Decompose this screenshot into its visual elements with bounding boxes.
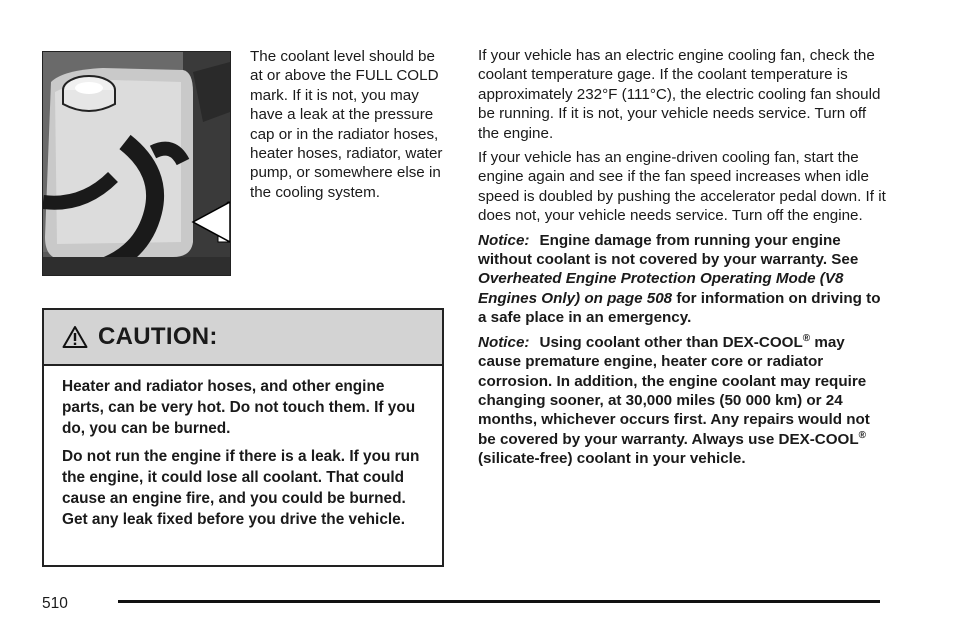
cross-reference-link[interactable]: Overheated Engine Protection Operating Mode (V8 Engines Only) on page 508: [478, 270, 844, 307]
page-number: 510: [42, 595, 68, 612]
notice-text: may cause premature engine, heater core or radiator corrosion. In addition, the engine coolant may require changing sooner, at 30,000 miles (50 000 km) or 24 months, whichever occurs first. Any repairs would not be covered by your warranty. Always use DEX-COOL: [478, 333, 870, 448]
notice-text: for information on driving to a safe place in an emergency.: [478, 289, 881, 327]
caution-body: [44, 366, 442, 530]
notice-warranty: [478, 231, 888, 328]
warning-triangle-icon: [62, 325, 88, 349]
notice-label: Notice:: [478, 231, 530, 249]
registered-mark: ®: [858, 429, 867, 441]
engine-driven-fan-paragraph: If your vehicle has an engine-driven cooling fan, start the engine again and see if the fan speed increases when idle speed is doubled by pushing the accelerator pedal down. If it does not, your vehicle needs service. Turn off the engine.: [478, 149, 886, 225]
caution-paragraph-leak: Do not run the engine if there is a leak. If you run the engine, it could lose all coolant. That could cause an engine fire, and you could be burned. Get any leak fixed before you drive the vehicle.: [62, 448, 420, 528]
caution-box: [42, 308, 444, 567]
caution-header: [44, 310, 442, 366]
notice-text: Using coolant other than DEX-COOL: [539, 333, 803, 351]
coolant-reservoir-photo: [42, 51, 231, 276]
electric-fan-paragraph: If your vehicle has an electric engine cooling fan, check the coolant temperature gage. If the coolant temperature is approximately 232°F (111°C), the electric cooling fan should be running. If it is not, your vehicle needs service. Turn off the engine.: [478, 47, 881, 142]
footer-rule: [118, 600, 880, 603]
registered-mark: ®: [802, 332, 811, 344]
right-column: [478, 46, 888, 474]
notice-text: (silicate-free) coolant in your vehicle.: [478, 450, 746, 468]
notice-dexcool: [478, 333, 888, 469]
coolant-level-text: The coolant level should be at or above the FULL COLD mark. If it is not, you may have a leak at the pressure cap or in the radiator hoses, heater hoses, radiator, water pump, or somewhere else in the cooling system.: [250, 48, 443, 201]
notice-label: Notice:: [478, 333, 530, 351]
caution-paragraph-hot-parts: Heater and radiator hoses, and other engine parts, can be very hot. Do not touch them. If you do, you can be burned.: [62, 378, 416, 437]
notice-text: Engine damage from running your engine without coolant is not covered by your warranty. See: [478, 231, 859, 269]
caution-title: CAUTION:: [98, 323, 218, 350]
